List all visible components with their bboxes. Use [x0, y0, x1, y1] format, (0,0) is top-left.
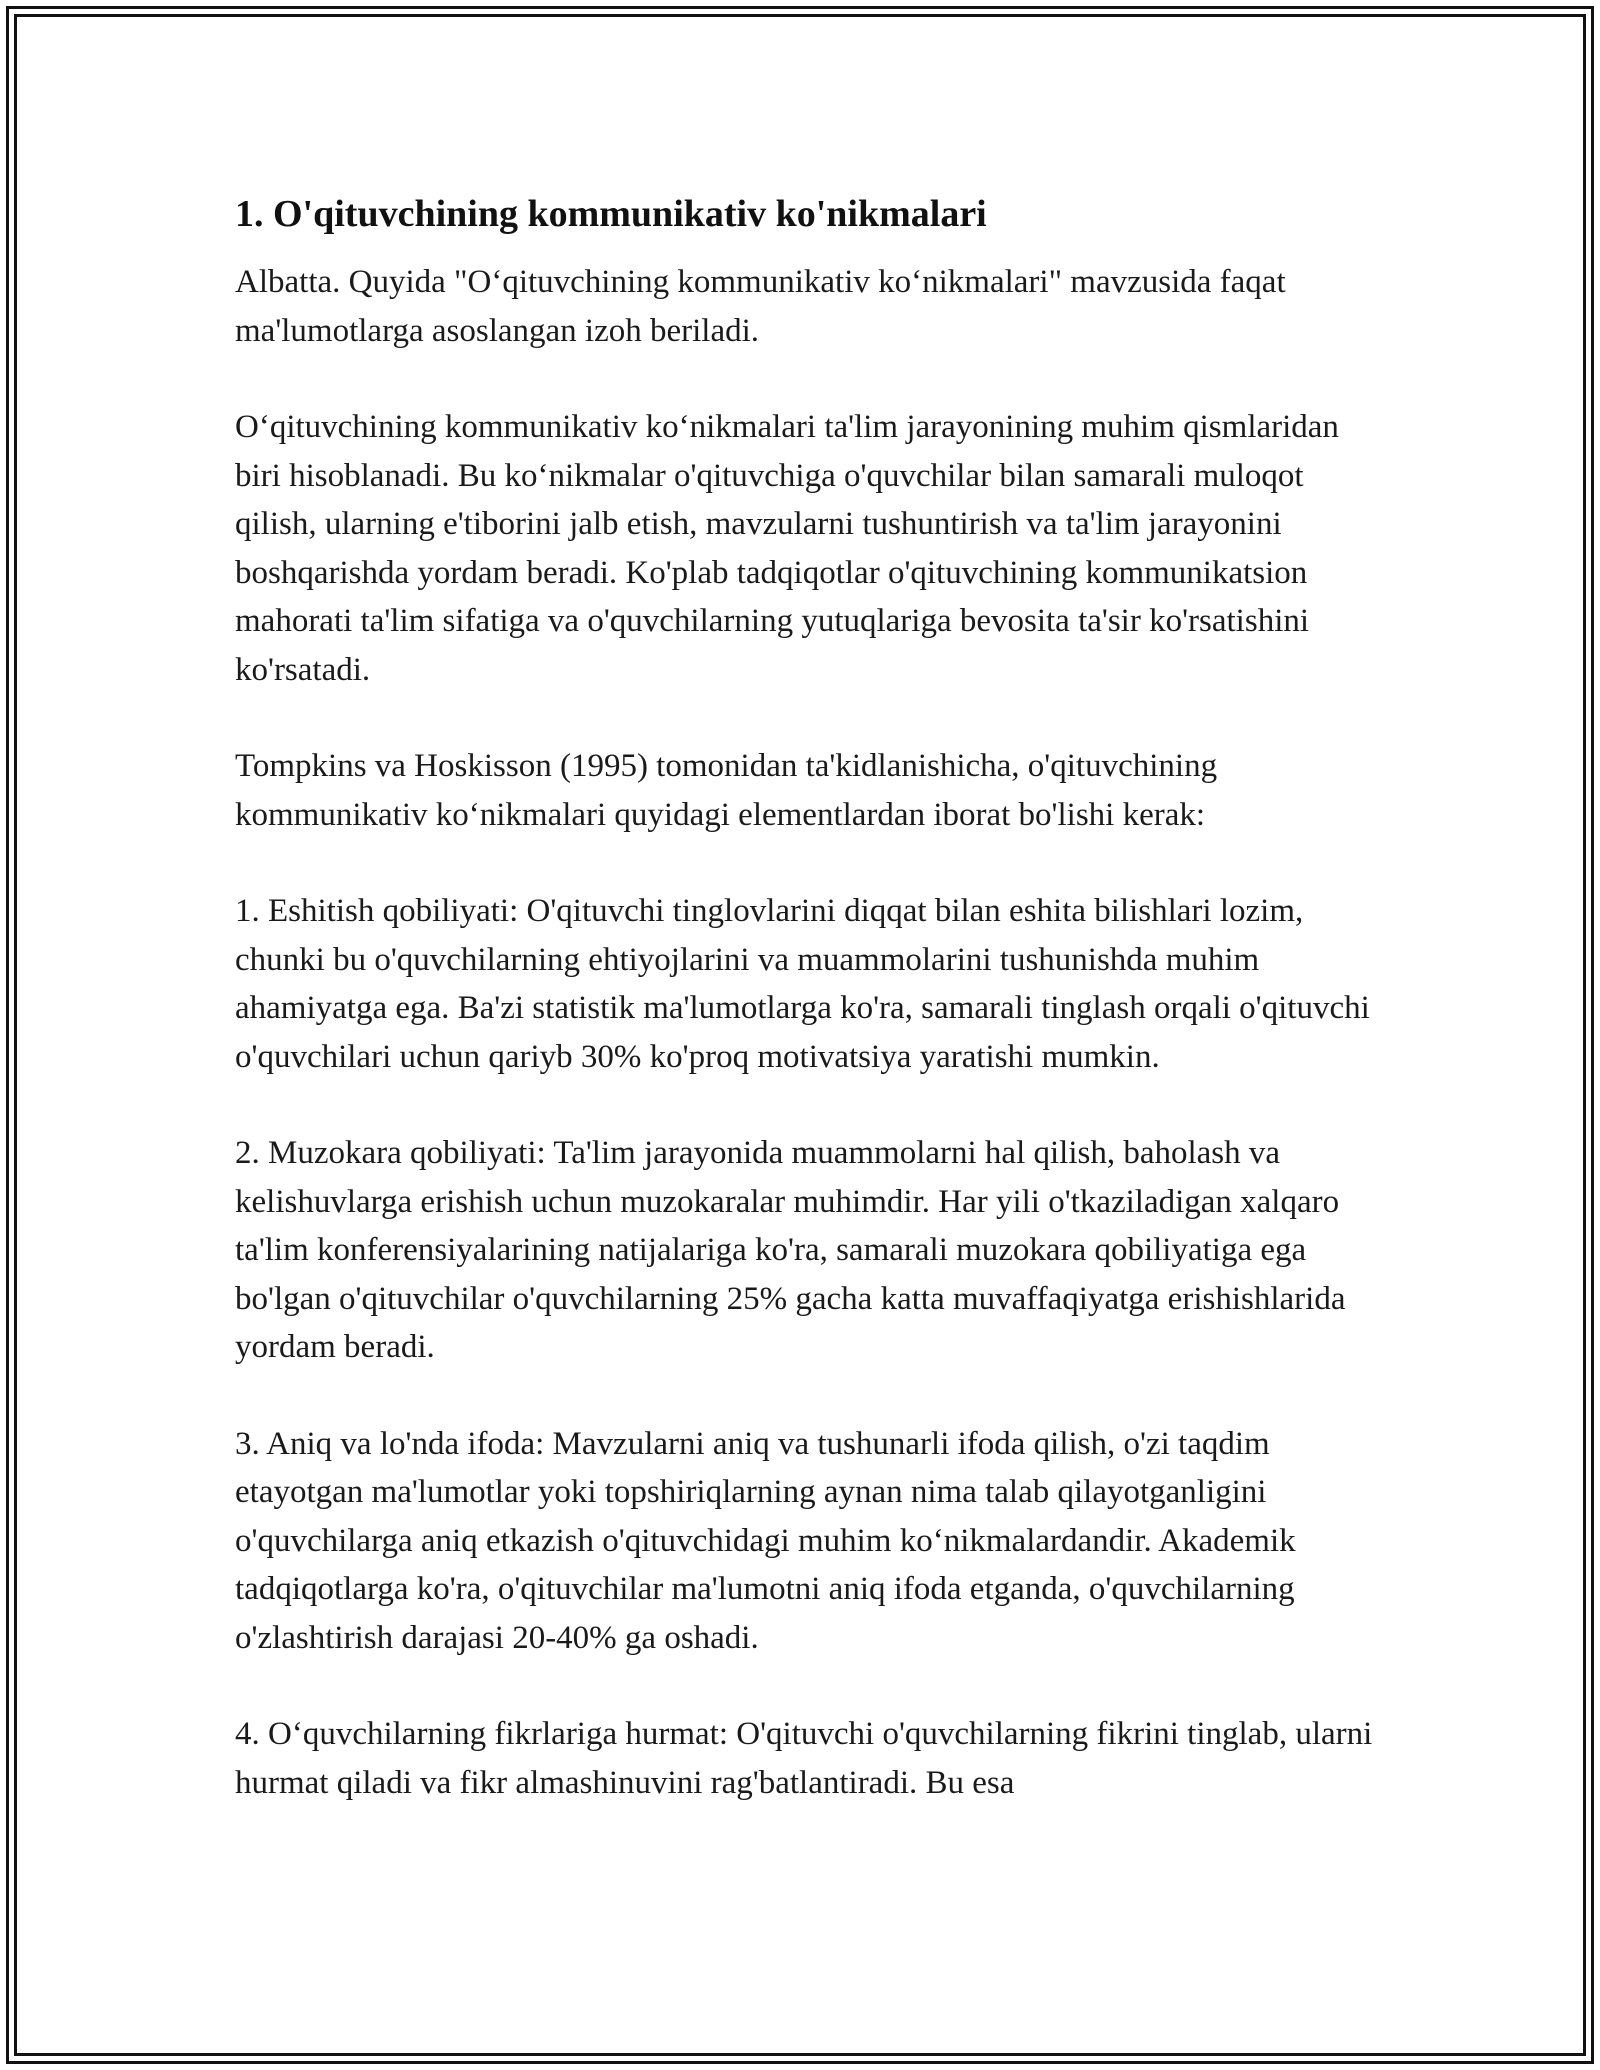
paragraph-elements-intro: Tompkins va Hoskisson (1995) tomonidan ta'kidlanishicha, o'qituvchining kommunikativ ko‘nikmalari quyidagi elementlardan iborat bo'lishi kerak:: [235, 748, 1218, 833]
document-body: [235, 190, 1375, 1855]
paragraph-item-1: 1. Eshitish qobiliyati: O'qituvchi tinglovlarini diqqat bilan eshita bilishlari lozim, chunki bu o'quvchilarning ehtiyojlarini va muammolarini tushunishda muhim ahamiyatga ega. Ba'zi statistik ma'lumotlarga ko'ra, samarali tinglash orqali o'qituvchi o'quvchilari uchun qariyb 30% ko'proq motivatsiya yaratishi mumkin.: [235, 893, 1370, 1075]
paragraph-item-3: 3. Aniq va lo'nda ifoda: Mavzularni aniq va tushunarli ifoda qilish, o'zi taqdim etayotgan ma'lumotlar yoki topshiriqlarning aynan nima talab qilayotganligini o'quvchilarga aniq etkazish o'qituvchidagi muhim ko‘nikmalardandir. Akademik tadqiqotlarga ko'ra, o'qituvchilar ma'lumotni aniq ifoda etganda, o'quvchilarning o'zlashtirish darajasi 20-40% ga oshadi.: [235, 1425, 1296, 1656]
paragraph-item-2: 2. Muzokara qobiliyati: Ta'lim jarayonida muammolarni hal qilish, baholash va kelishuvlarga erishish uchun muzokaralar muhimdir. Har yili o'tkaziladigan xalqaro ta'lim konferensiyalarining natijalariga ko'ra, samarali muzokara qobiliyatiga ega bo'lgan o'qituvchilar o'quvchilarning 25% gacha katta muvaffaqiyatga erishishlarida yordam beradi.: [235, 1135, 1346, 1365]
paragraph-intro: Albatta. Quyida "O‘qituvchining kommunikativ ko‘nikmalari" mavzusida faqat ma'lumotlarga asoslangan izoh beriladi.: [235, 264, 1286, 349]
document-title: 1. O'qituvchining kommunikativ ko'nikmalari: [235, 193, 987, 235]
paragraph-item-4: 4. O‘quvchilarning fikrlariga hurmat: O'qituvchi o'quvchilarning fikrini tinglab, ularni hurmat qiladi va fikr almashinuvini rag'batlantiradi. Bu esa: [235, 1716, 1373, 1801]
paragraph-overview: O‘qituvchining kommunikativ ko‘nikmalari ta'lim jarayonining muhim qismlaridan biri hisoblanadi. Bu ko‘nikmalar o'qituvchiga o'quvchilar bilan samarali muloqot qilish, ularning e'tiborini jalb etish, mavzularni tushuntirish va ta'lim jarayonini boshqarishda yordam beradi. Ko'plab tadqiqotlar o'qituvchining kommunikatsion mahorati ta'lim sifatiga va o'quvchilarning yutuqlariga bevosita ta'sir ko'rsatishini ko'rsatadi.: [235, 409, 1339, 688]
